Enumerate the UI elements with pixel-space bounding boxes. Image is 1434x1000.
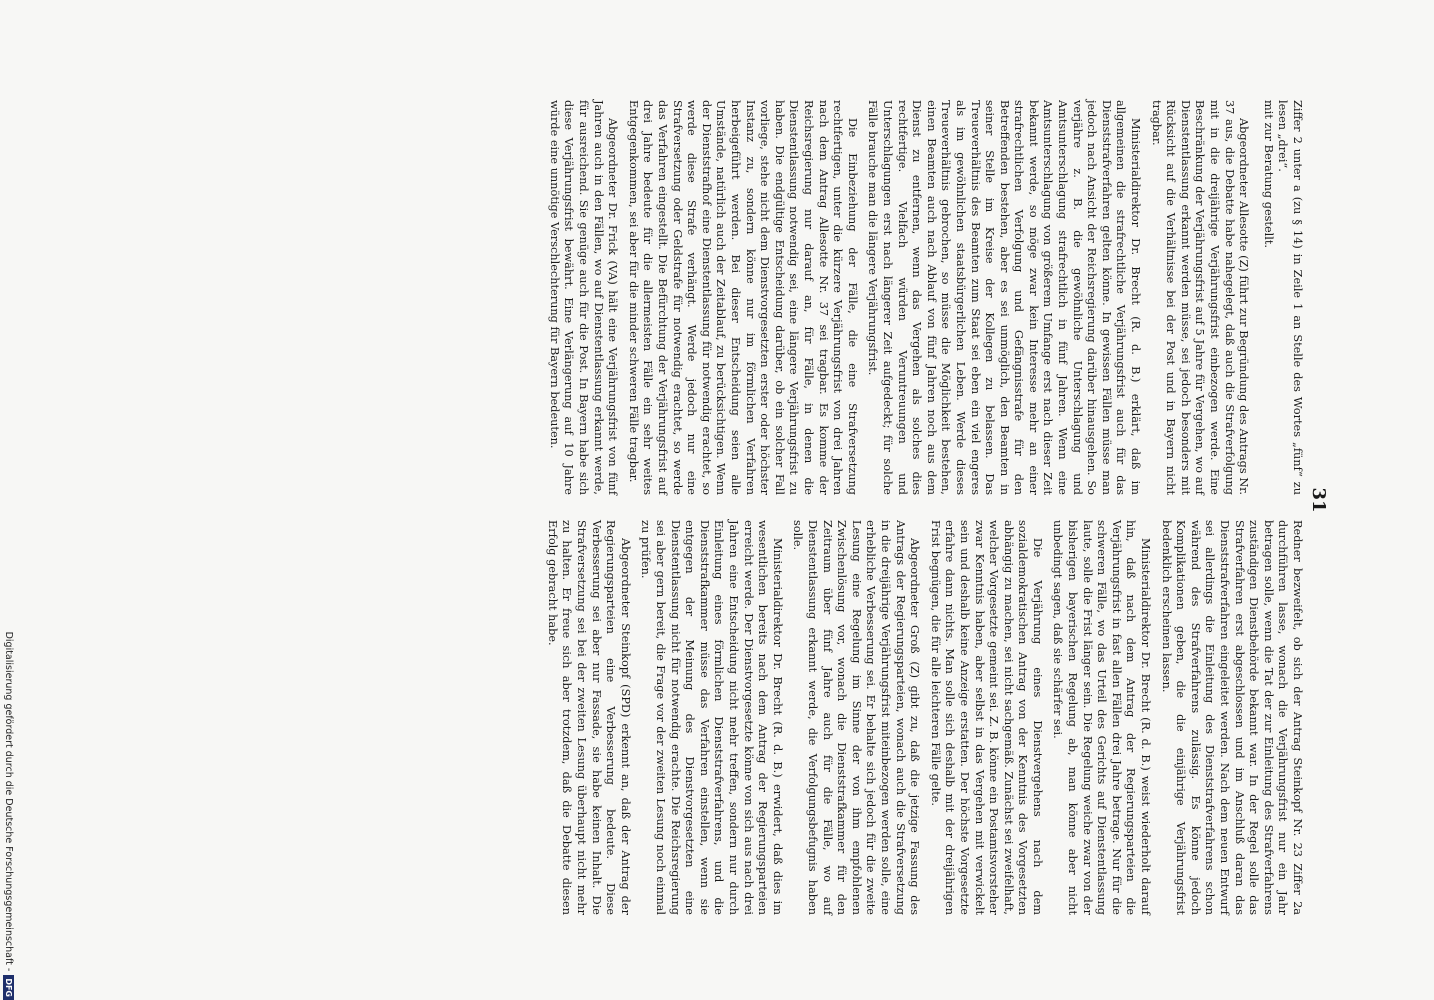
paragraph: Abgeordneter Steinkopf (SPD) erkennt an, daß der Antrag der Regierungsparteien eine Verbesserung bedeute. Diese Verbesserung sei aber nur Fassade, sie habe keinen Inhalt. Die Strafversetzung sei bei der zweiten Lesung überhaupt nicht mehr zu halten. Er freue sich aber trotzdem, daß die Debatte diesen Erfolg gebracht habe. — [545, 520, 632, 915]
paragraph: Ministerialdirektor Dr. Brecht (R. d. B.) erklärt, daß im allgemeinen die strafrechtliche Verjährungsfrist auch für das Dienststrafverfahren gelten könne. In gewissen Fällen müsse man jedoch nach Ansicht der Reichsregierung darüber hinausgehen. So verjähre z. B. die gewöhnliche Unterschlagung und Amtsunterschlagung strafrechtlich in fünf Jahren. Wenn eine Amtsunterschlagung von größerem Umfange erst nach dieser Zeit bekannt werde, so möge zwar kein Interesse mehr an einer strafrechtlichen Verfolgung und Gefängnisstrafe für den Betreffenden bestehen, aber es sei unmöglich, den Beamten in seiner Stelle im Kreise der Kollegen zu belassen. Das Treueverhältnis des Beamten zum Staat sei eben ein viel engeres als im gewöhnlichen staatsbürgerlichen Leben. Werde dieses Treueverhältnis gebrochen, so müsse die Möglichkeit bestehen, einen Beamten auch nach Ablauf von fünf Jahren noch aus dem Dienst zu entfernen, wenn das Vergehen als solches dies rechtfertige. Vielfach würden Veruntreuungen und Unterschlagungen erst nach längerer Zeit aufgedeckt; für solche Fälle brauche man die längere Verjährungsfrist. — [866, 100, 1143, 495]
paragraph: Abgeordneter Dr. Frick (VA) hält eine Verjährungsfrist von fünf Jahren auch in den Fällen, wo auf Dienstentlassung erkannt werde, für ausreichend. Sie genüge auch für die Post. In Bayern habe sich diese Verjährungsfrist bewährt. Eine Verlängerung auf 10 Jahre würde eine unnötige Verschlechterung für Bayern bedeuten. — [547, 100, 620, 495]
paragraph: Die Verjährung eines Dienstvergehens nach dem sozialdemokratischen Antrag von der Kenntnis des Vorgesetzten abhängig zu machen, sei nicht sachgemäß. Zunächst sei zweifelhaft, welcher Vorgesetzte gemeint sei. Z. B. könne ein Postamtsvorsteher zwar Kenntnis haben, aber selbst in das Vergehen mit verwickelt sein und deshalb keine Anzeige erstatten. Der höchste Vorgesetzte erfahre dann nichts. Man solle sich deshalb mit der dreijährigen Frist begnügen, die für alle leichteren Fälle gelte. — [928, 520, 1044, 915]
paragraph: Abgeordneter Allesotte (Z) führt zur Begründung des Antrags Nr. 37 aus, die Debatte habe nahegelegt, daß auch die Strafverfolgung mit in die dreijährige Verjährungsfrist einbezogen werde. Eine Beschränkung der Verjährungsfrist auf 5 Jahre für Vergehen, wo auf Dienstentlassung erkannt werden müsse, sei jedoch besonders mit Rücksicht auf die Verhältnisse bei der Post und in Bayern nicht tragbar. — [1149, 100, 1251, 495]
digitization-credit — [0, 0, 17, 1000]
paragraph: Ministerialdirektor Dr. Brecht (R. d. B.) weist wiederholt darauf hin, daß nach dem Antrag der Regierungsparteien die Verjährungsfrist in fast allen Fällen drei Jahre betrage. Nur für die schweren Fälle, wo das Urteil des Gerichts auf Dienstentlassung laute, solle die Frist länger sein. Die Regelung weiche zwar von der bisherigen bayerischen Regelung ab, man könne aber nicht unbedingt sagen, daß sie schärfer sei. — [1051, 520, 1153, 915]
page-number: 31 — [1308, 487, 1329, 513]
paragraph: Ministerialdirektor Dr. Brecht (R. d. B.) erwidert, daß dies im wesentlichen bereits nach dem Antrag der Regierungsparteien erreicht werde. Der Dienstvorgesetzte könne von sich aus nach drei Jahren eine Entscheidung nicht mehr treffen, sondern nur durch Einleitung eines förmlichen Dienststrafverfahrens, und die Dienststrafkammer müsse das Verfahren einstellen, wenn sie entgegen der Meinung des Dienstvorgesetzten eine Dienstentlassung nicht für notwendig erachte. Die Reichsregierung sei aber gern bereit, die Frage vor der zweiten Lesung noch einmal zu prüfen. — [639, 520, 784, 915]
paragraph: Abgeordneter Groß (Z) gibt zu, daß die jetzige Fassung des Antrags der Regierungsparteien, wonach auch die Strafversetzung in die dreijährige Verjährungsfrist miteinbezogen werden solle, eine erhebliche Verbesserung sei. Er behalte sich jedoch für die zweite Lesung eine Regelung im Sinne der von ihm empfohlenen Zwischenlösung vor, wonach die Dienststrafkammer für den Zeitraum über fünf Jahre auch für die Fälle, wo auf Dienstentlassung erkannt werde, die Verfolgungsbefugnis haben solle. — [791, 520, 922, 915]
credit-text: Digitalisierung gefördert durch die Deutsche Forschungsgemeinschaft - — [3, 631, 14, 972]
paragraph: Die Einbeziehung der Fälle, die eine Strafversetzung rechtfertigen, unter die kürzere Verjährungsfrist von drei Jahren nach dem Antrag Allesotte Nr. 37 sei tragbar. Es komme der Reichsregierung nur darauf an, für Fälle, in denen die Dienstentlassung notwendig sei, eine längere Verjährungsfrist zu haben. Die endgültige Entscheidung darüber, ob ein solcher Fall vorliege, stehe nicht dem Dienstvorgesetzten erster oder höchster Instanz zu, sondern könne nur im förmlichen Verfahren herbeigeführt werden. Bei dieser Entscheidung seien alle Umstände, natürlich auch der Zeitablauf, zu berücksichtigen. Wenn der Dienststrafhof eine Dienstentlassung für notwendig erachtet, so werde diese Strafe verhängt. Werde jedoch nur eine Strafversetzung oder Geldstrafe für notwendig erachtet, so werde das Verfahren eingestellt. Die Befürchtung der Verjährungsfrist auf drei Jahre bedeute für die allermeisten Fälle ein sehr weites Entgegenkommen, sei aber für die minder schweren Fälle tragbar. — [626, 100, 859, 495]
text-column-right — [544, 520, 1304, 915]
paragraph: mit zur Beratung gestellt. — [1261, 100, 1275, 249]
paragraph: Redner bezweifelt, ob sich der Antrag Steinkopf Nr. 23 Ziffer 2a durchführen lasse, wonach die Verjährungsfrist nur ein Jahr betragen solle, wenn die Tat der zur Einleitung des Strafverfahrens zuständigen Dienstbehörde bekannt war. In der Regel solle das Strafverfahren erst abgeschlossen und im Anschluß daran das Dienststrafverfahren eingeleitet werden. Nach dem neuen Entwurf sei allerdings die Einleitung des Dienststrafverfahrens schon während des Strafverfahrens zulässig. Es könne jedoch Komplikationen geben, die die einjährige Verjährungsfrist bedenklich erscheinen lassen. — [1159, 520, 1304, 915]
text-column-left — [546, 100, 1304, 495]
paragraph: Ziffer 2 unter a (zu § 14) in Zeile 1 an Stelle des Wortes „fünf“ zu lesen „drei“. — [1276, 100, 1304, 495]
dfg-logo: DFG — [3, 975, 14, 1000]
